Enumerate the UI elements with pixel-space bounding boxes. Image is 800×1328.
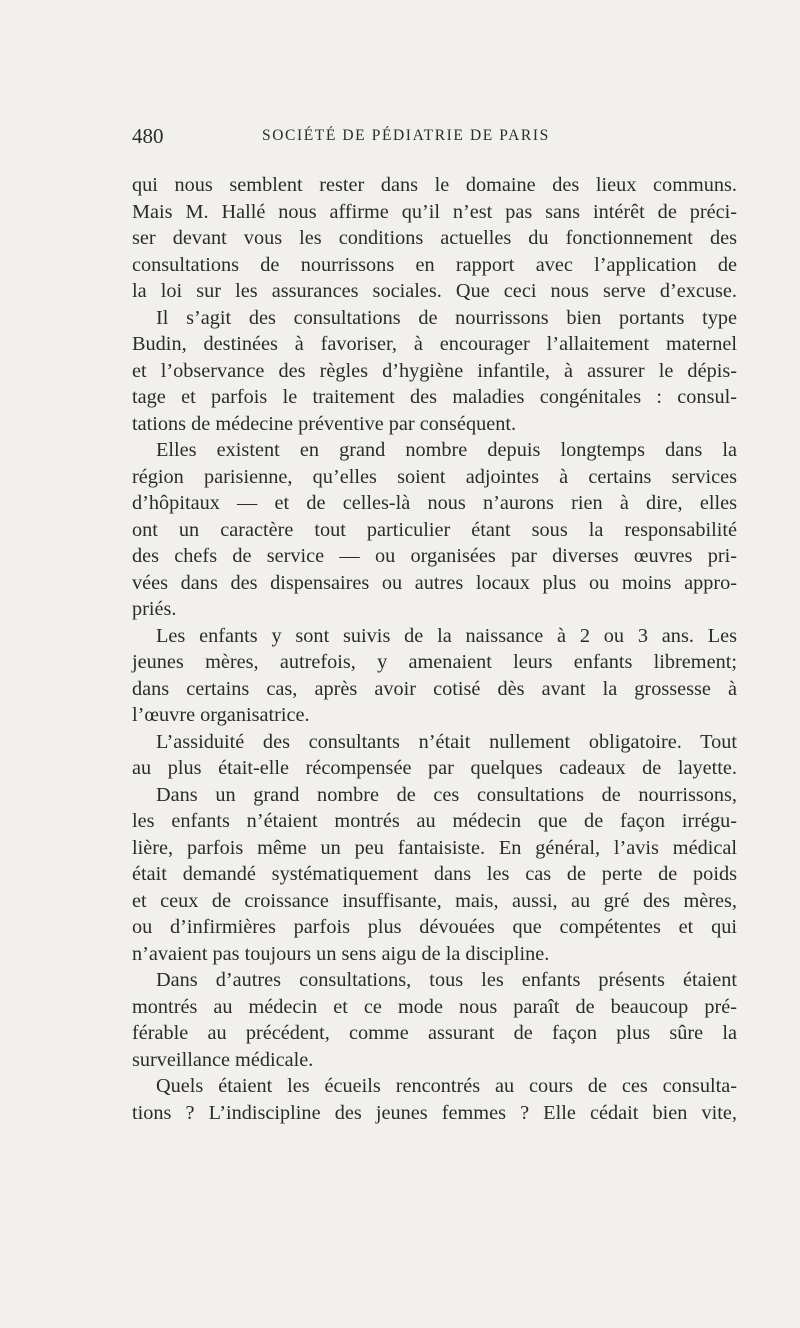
running-title: SOCIÉTÉ DE PÉDIATRIE DE PARIS bbox=[262, 127, 550, 144]
paragraph bbox=[132, 1073, 737, 1126]
text-line: Mais M. Hallé nous affirme qu’il n’est pas sans intérêt de préci- bbox=[132, 200, 737, 223]
text-line: et ceux de croissance insuffisante, mais, aussi, au gré des mères, bbox=[132, 889, 737, 912]
text-line: priés. bbox=[132, 598, 177, 620]
text-line: L’assiduité des consultants n’était nullement obligatoire. Tout bbox=[156, 730, 737, 753]
paragraph bbox=[132, 782, 737, 968]
paragraph bbox=[132, 305, 737, 438]
text-line: tations de médecine préventive par conséquent. bbox=[132, 412, 517, 435]
text-line: Elles existent en grand nombre depuis longtemps dans la bbox=[156, 439, 737, 461]
paragraph bbox=[132, 623, 737, 729]
text-line: férable au précédent, comme assurant de façon plus sûre la bbox=[132, 1022, 737, 1044]
paragraph bbox=[132, 729, 737, 782]
text-line: des chefs de service — ou organisées par diverses œuvres pri- bbox=[132, 545, 737, 567]
paragraph bbox=[132, 437, 737, 623]
text-line: la loi sur les assurances sociales. Que ceci nous serve d’excuse. bbox=[132, 280, 737, 302]
text-line: consultations de nourrissons en rapport avec l’application de bbox=[132, 253, 737, 276]
text-line: dans certains cas, après avoir cotisé dès avant la grossesse à bbox=[132, 677, 737, 700]
text-line: région parisienne, qu’elles soient adjointes à certains services bbox=[132, 465, 737, 488]
text-line: ou d’infirmières parfois plus dévouées que compétentes et qui bbox=[132, 916, 737, 938]
text-line: tage et parfois le traitement des maladies congénitales : consul- bbox=[132, 386, 737, 408]
text-line: Dans d’autres consultations, tous les enfants présents étaient bbox=[156, 969, 737, 991]
paragraph bbox=[132, 967, 737, 1073]
text-line: ont un caractère tout particulier étant sous la responsabilité bbox=[132, 518, 737, 541]
text-line: n’avaient pas toujours un sens aigu de la discipline. bbox=[132, 942, 550, 965]
text-line: qui nous semblent rester dans le domaine des lieux communs. bbox=[132, 174, 737, 196]
text-line: au plus était-elle récompensée par quelques cadeaux de layette. bbox=[132, 757, 737, 779]
text-line: vées dans des dispensaires ou autres locaux plus ou moins appro- bbox=[132, 571, 737, 594]
page-number: 480 bbox=[132, 124, 164, 148]
text-line: surveillance médicale. bbox=[132, 1048, 314, 1071]
text-line: Les enfants y sont suivis de la naissance à 2 ou 3 ans. Les bbox=[156, 624, 737, 647]
text-line: ser devant vous les conditions actuelles du fonctionnement des bbox=[132, 227, 737, 249]
text-line: montrés au médecin et ce mode nous paraît de beaucoup pré- bbox=[132, 995, 737, 1018]
text-line: jeunes mères, autrefois, y amenaient leurs enfants librement; bbox=[132, 651, 737, 673]
text-line: Quels étaient les écueils rencontrés au cours de ces consulta- bbox=[156, 1075, 737, 1097]
body-text bbox=[132, 172, 737, 1126]
text-line: Dans un grand nombre de ces consultations de nourrissons, bbox=[156, 783, 737, 806]
text-line: lière, parfois même un peu fantaisiste. En général, l’avis médical bbox=[132, 836, 737, 859]
paragraph bbox=[132, 172, 737, 305]
text-line: l’œuvre organisatrice. bbox=[132, 704, 310, 726]
text-line: Budin, destinées à favoriser, à encourager l’allaitement maternel bbox=[132, 333, 737, 355]
text-line: les enfants n’étaient montrés au médecin que de façon irrégu- bbox=[132, 810, 737, 832]
text-line: et l’observance des règles d’hygiène infantile, à assurer le dépis- bbox=[132, 359, 737, 382]
text-line: Il s’agit des consultations de nourrissons bien portants type bbox=[156, 306, 737, 329]
text-line: tions ? L’indiscipline des jeunes femmes ? Elle cédait bien vite, bbox=[132, 1101, 737, 1124]
text-line: d’hôpitaux — et de celles-là nous n’aurons rien à dire, elles bbox=[132, 492, 737, 514]
text-line: était demandé systématiquement dans les cas de perte de poids bbox=[132, 863, 737, 885]
